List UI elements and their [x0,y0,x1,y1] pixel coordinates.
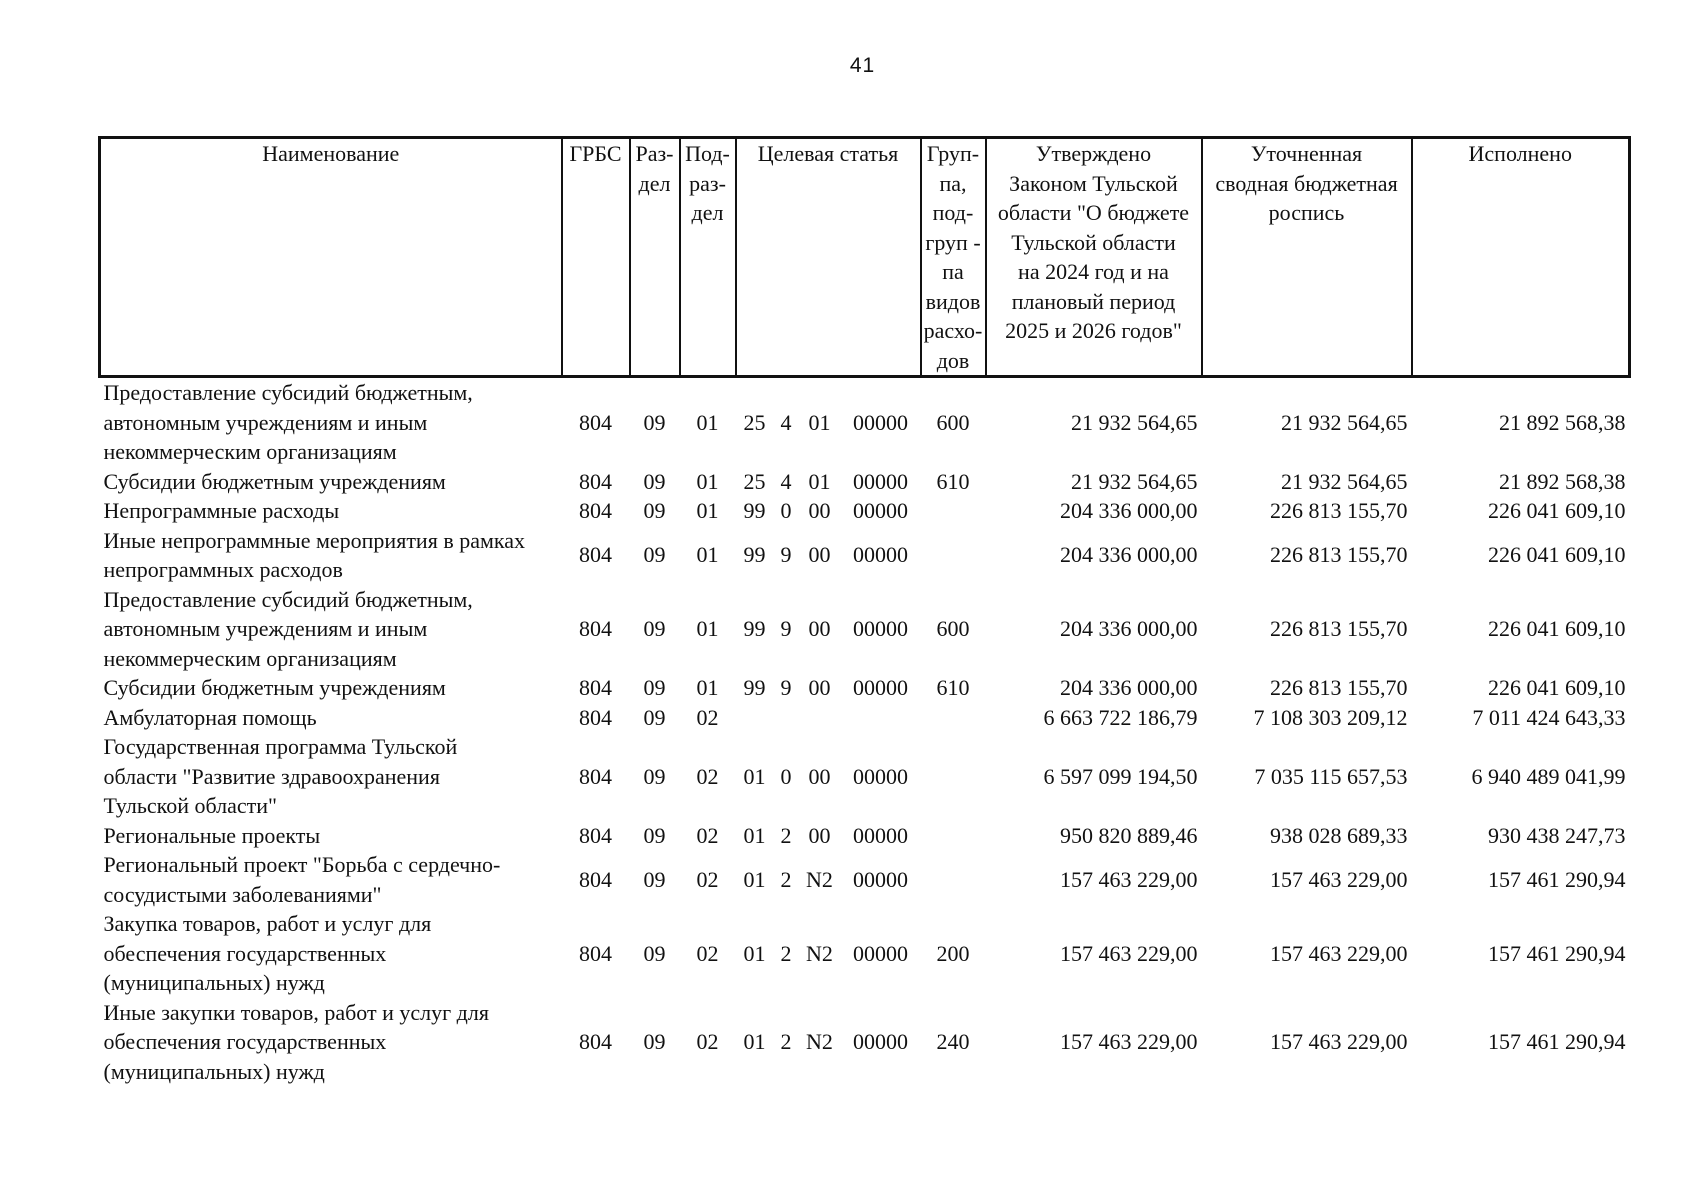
cell-target-subprogram: 9 [780,542,792,568]
cell-name: Субсидии бюджетным учреждениям [103,468,446,494]
cell-grbs: 804 [579,468,612,494]
cell-approved: 157 463 229,00 [1060,866,1198,892]
cell-podrazdel: 02 [696,763,719,789]
cell-target-program: 01 [743,1029,766,1054]
cell-name: Непрограммные расходы [103,498,340,523]
cell-target-subprogram: 2 [780,822,792,848]
cell-approved: 157 463 229,00 [1060,1029,1198,1054]
cell-expense-group: 600 [936,409,970,435]
table-body [100,377,1630,1087]
cell-name: Иные закупки товаров, работ и услуг для обеспечения государственных (муниципальных) нужд [103,999,489,1084]
header-razdel: Раз- дел [630,138,680,377]
cell-podrazdel: 01 [696,409,719,435]
cell-target-subprogram [774,703,799,733]
cell-name: Закупка товаров, работ и услуг для обеспечения государственных (муниципальных) нужд [103,911,432,995]
cell-executed: 226 041 609,10 [1488,498,1626,523]
cell-executed: 157 461 290,94 [1488,1029,1626,1054]
cell-razdel: 09 [643,616,666,641]
cell-grbs: 804 [579,1029,612,1054]
cell-target-program: 25 [743,409,766,435]
cell-executed: 226 041 609,10 [1488,616,1626,641]
cell-approved: 157 463 229,00 [1060,940,1198,966]
cell-razdel: 09 [643,675,666,700]
cell-target-code: 00000 [853,542,908,568]
cell-target-direction: 00 [808,498,831,523]
cell-expense-group: 610 [936,675,970,700]
cell-approved: 204 336 000,00 [1060,675,1198,700]
cell-target-direction: 00 [808,763,831,789]
header-podrazdel: Под- раз- дел [680,138,736,377]
cell-target-subprogram: 9 [780,675,792,700]
cell-target-code [841,703,921,733]
cell-target-program: 99 [743,498,766,523]
cell-target-code: 00000 [853,940,908,966]
table-row [100,703,1630,733]
cell-podrazdel: 02 [696,866,719,892]
cell-target-direction: 01 [808,409,831,435]
cell-approved: 21 932 564,65 [1071,409,1198,435]
page-number: 41 [849,54,876,77]
cell-executed: 930 438 247,73 [1488,822,1626,848]
cell-approved: 6 597 099 194,50 [1043,763,1198,789]
cell-target-code: 00000 [853,866,908,892]
cell-target-code: 00000 [853,616,908,641]
cell-razdel: 09 [643,409,666,435]
cell-target-program: 01 [743,822,766,848]
cell-expense-group: 600 [936,616,970,641]
cell-expense-group [921,526,986,585]
cell-expense-group: 610 [936,468,970,494]
cell-target-program: 25 [743,468,766,494]
cell-grbs: 804 [579,704,612,730]
cell-refined: 21 932 564,65 [1281,409,1408,435]
cell-target-direction: N2 [806,866,833,892]
cell-target-code: 00000 [853,498,908,523]
cell-podrazdel: 01 [696,498,719,523]
cell-expense-group [921,732,986,821]
cell-target-direction: N2 [806,1029,833,1054]
table-row [100,496,1630,526]
table-row [100,998,1630,1087]
table-row [100,909,1630,998]
table-row [100,821,1630,851]
cell-refined: 226 813 155,70 [1270,616,1408,641]
cell-podrazdel: 01 [696,675,719,700]
cell-name: Предоставление субсидий бюджетным, автономным учреждениям и иным некоммерческим организациям [103,380,473,464]
cell-refined: 157 463 229,00 [1270,866,1408,892]
cell-expense-group [921,496,986,526]
cell-podrazdel: 02 [696,822,719,848]
cell-approved: 950 820 889,46 [1060,822,1198,848]
cell-name: Иные непрограммные мероприятия в рамках непрограммных расходов [103,527,526,582]
cell-podrazdel: 01 [696,542,719,568]
cell-name: Субсидии бюджетным учреждениям [103,675,446,700]
cell-target-code: 00000 [853,675,908,700]
cell-executed: 157 461 290,94 [1488,866,1626,892]
cell-target-subprogram: 4 [780,409,792,435]
cell-podrazdel: 01 [696,616,719,641]
table-row [100,732,1630,821]
cell-razdel: 09 [643,704,666,730]
cell-target-direction: 01 [808,468,831,494]
cell-podrazdel: 02 [696,940,719,966]
header-approved: Утверждено Законом Тульской области "О бюджете Тульской области на 2024 год и на плановый период 2025 и 2026 годов" [986,138,1202,377]
header-name: Наименование [100,138,562,377]
cell-razdel: 09 [643,763,666,789]
cell-approved: 21 932 564,65 [1071,468,1198,494]
cell-name: Государственная программа Тульской области "Развитие здравоохранения Тульской области" [103,734,458,818]
cell-expense-group [921,821,986,851]
cell-refined: 938 028 689,33 [1270,822,1408,848]
cell-executed: 226 041 609,10 [1488,675,1626,700]
header-expense-group: Груп- па, под- груп - па видов расхо- дов [921,138,986,377]
cell-target-code: 00000 [853,468,908,494]
cell-podrazdel: 02 [696,704,719,730]
cell-target-direction [799,703,841,733]
cell-approved: 6 663 722 186,79 [1043,704,1198,730]
cell-approved: 204 336 000,00 [1060,542,1198,568]
cell-grbs: 804 [579,675,612,700]
cell-razdel: 09 [643,542,666,568]
cell-target-program: 99 [743,616,766,641]
header-refined: Уточненная сводная бюджетная роспись [1202,138,1412,377]
table-row [100,850,1630,909]
cell-approved: 204 336 000,00 [1060,616,1198,641]
cell-executed: 157 461 290,94 [1488,940,1626,966]
cell-razdel: 09 [643,468,666,494]
cell-grbs: 804 [579,498,612,523]
header-target-article: Целевая статья [736,138,921,377]
cell-target-subprogram: 0 [780,763,792,789]
cell-target-subprogram: 4 [780,468,792,494]
table-header [100,138,1630,377]
cell-target-program: 01 [743,763,766,789]
cell-executed: 21 892 568,38 [1499,468,1626,494]
cell-razdel: 09 [643,498,666,523]
cell-refined: 21 932 564,65 [1281,468,1408,494]
cell-target-direction: 00 [808,822,831,848]
cell-expense-group: 200 [936,940,970,966]
cell-approved: 204 336 000,00 [1060,498,1198,523]
cell-grbs: 804 [579,940,612,966]
table-row [100,467,1630,497]
cell-razdel: 09 [643,940,666,966]
cell-target-code: 00000 [853,409,908,435]
table-row [100,526,1630,585]
header-executed: Исполнено [1412,138,1630,377]
cell-grbs: 804 [579,409,612,435]
cell-executed: 226 041 609,10 [1488,542,1626,568]
cell-refined: 226 813 155,70 [1270,498,1408,523]
cell-target-program: 99 [743,675,766,700]
cell-target-direction: 00 [808,616,831,641]
cell-razdel: 09 [643,1029,666,1054]
cell-target-code: 00000 [853,763,908,789]
cell-grbs: 804 [579,616,612,641]
header-grbs: ГРБС [562,138,630,377]
cell-target-program: 99 [743,542,766,568]
cell-target-subprogram: 2 [780,1029,792,1054]
cell-name: Региональные проекты [103,822,321,848]
cell-target-program [736,703,774,733]
cell-target-subprogram: 2 [780,940,792,966]
cell-refined: 157 463 229,00 [1270,1029,1408,1054]
cell-refined: 7 108 303 209,12 [1253,704,1408,730]
cell-expense-group: 240 [936,1029,970,1054]
cell-target-direction: 00 [808,542,831,568]
cell-target-direction: 00 [808,675,831,700]
cell-grbs: 804 [579,822,612,848]
cell-grbs: 804 [579,763,612,789]
table-row [100,673,1630,703]
cell-refined: 157 463 229,00 [1270,940,1408,966]
cell-target-code: 00000 [853,1029,908,1054]
cell-refined: 226 813 155,70 [1270,542,1408,568]
cell-target-program: 01 [743,866,766,892]
cell-executed: 7 011 424 643,33 [1472,704,1626,730]
cell-target-subprogram: 9 [780,616,792,641]
cell-name: Предоставление субсидий бюджетным, автономным учреждениям и иным некоммерческим организациям [103,586,473,671]
cell-refined: 226 813 155,70 [1270,675,1408,700]
budget-table [98,136,1631,1086]
cell-name: Амбулаторная помощь [103,704,317,730]
cell-grbs: 804 [579,866,612,892]
cell-target-program: 01 [743,940,766,966]
cell-grbs: 804 [579,542,612,568]
cell-target-subprogram: 0 [780,498,792,523]
cell-podrazdel: 02 [696,1029,719,1054]
cell-target-direction: N2 [806,940,833,966]
cell-name: Региональный проект "Борьба с сердечно- сосудистыми заболеваниями" [103,852,501,907]
cell-executed: 6 940 489 041,99 [1471,763,1626,789]
cell-executed: 21 892 568,38 [1499,409,1626,435]
cell-expense-group [921,850,986,909]
cell-podrazdel: 01 [696,468,719,494]
cell-target-code: 00000 [853,822,908,848]
table-row [100,585,1630,674]
cell-expense-group [921,703,986,733]
cell-target-subprogram: 2 [780,866,792,892]
cell-razdel: 09 [643,822,666,848]
cell-refined: 7 035 115 657,53 [1254,763,1408,789]
table-row [100,377,1630,467]
cell-razdel: 09 [643,866,666,892]
